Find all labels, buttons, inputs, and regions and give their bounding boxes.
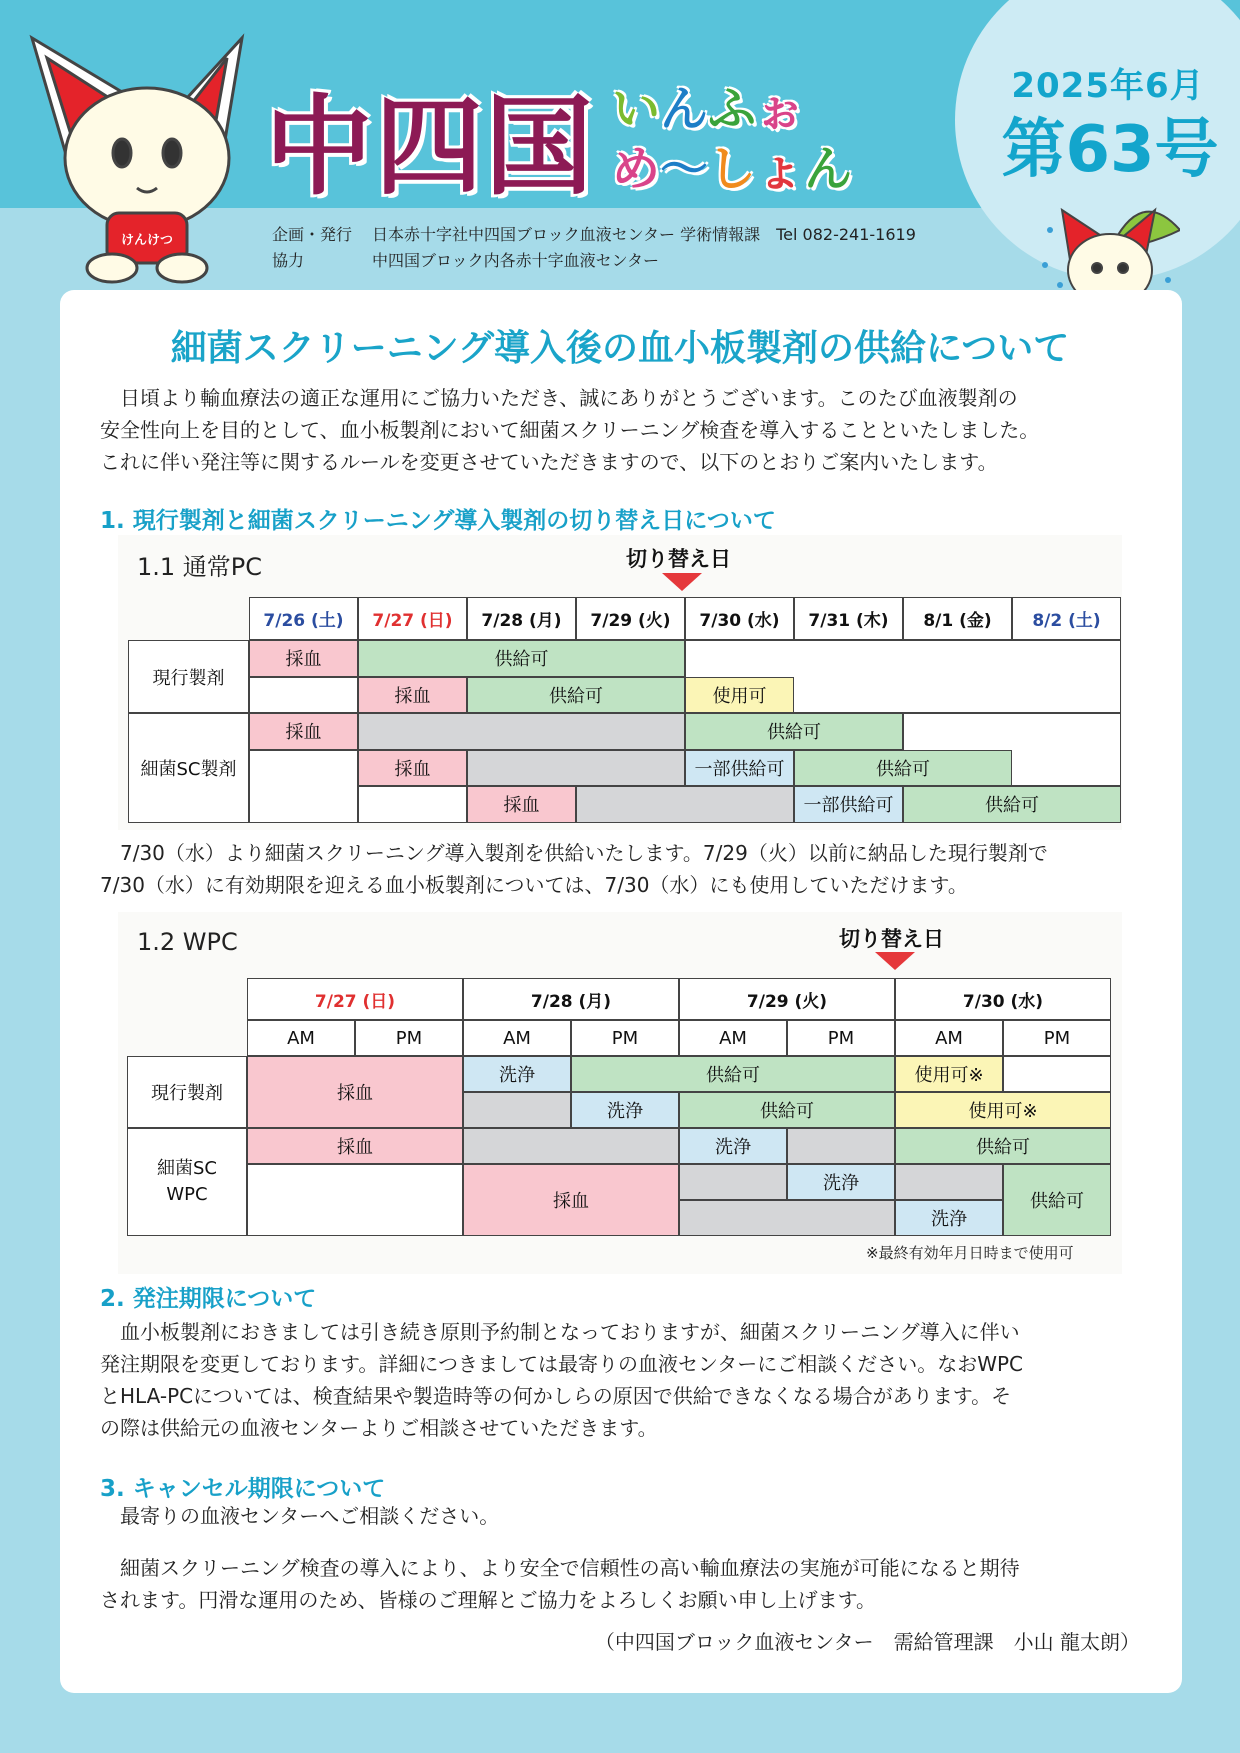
section2-heading: 2. 発注期限について — [100, 1286, 317, 1312]
collect-cell: 採血 — [249, 713, 358, 750]
section2-line: の際は供給元の血液センターよりご相談させていただきます。 — [100, 1416, 658, 1440]
collect-cell: 採血 — [467, 786, 576, 823]
empty-cell — [1003, 1056, 1111, 1092]
cooperation-line — [272, 248, 659, 271]
use-cell: 使用可※ — [895, 1056, 1003, 1092]
blocked-cell — [463, 1092, 571, 1128]
wpc-chart-title: 1.2 WPC — [137, 928, 238, 956]
am-header: AM — [463, 1020, 571, 1056]
mascot-shirt-text: けんけつ — [120, 233, 174, 248]
row-label-line: 細菌SC — [157, 1158, 217, 1179]
date-header: 7/28 (月) — [467, 597, 576, 640]
logo-char: ょ — [756, 141, 805, 197]
supply-cell: 供給可 — [903, 786, 1121, 823]
section2-paragraph — [100, 1316, 1140, 1444]
logo-char: ふ — [708, 81, 757, 137]
supply-cell: 供給可 — [467, 677, 685, 714]
date-header: 8/1 (金) — [903, 597, 1012, 640]
blocked-cell — [467, 750, 685, 787]
pm-header: PM — [787, 1020, 895, 1056]
intro-line: これに伴い発注等に関するルールを変更させていただきますので、以下のとおりご案内いたします。 — [100, 450, 998, 474]
supply-cell: 供給可 — [895, 1128, 1111, 1164]
logo-subtitle-line2 — [612, 130, 852, 199]
am-header: AM — [679, 1020, 787, 1056]
empty-cell — [358, 786, 467, 823]
collect-cell: 採血 — [247, 1128, 463, 1164]
logo-char: ん — [660, 81, 709, 137]
date-header: 7/27 (日) — [358, 597, 467, 640]
publisher-label: 企画・発行 — [272, 225, 353, 244]
row-label-sc: 細菌SC製剤 — [128, 713, 249, 823]
cooperation-value: 中四国ブロック内各赤十字血液センター — [372, 251, 660, 270]
supply-cell: 供給可 — [1003, 1164, 1111, 1236]
row-label-current: 現行製剤 — [128, 640, 249, 713]
blocked-cell — [679, 1200, 895, 1236]
closing-line: されます。円滑な運用のため、皆様のご理解とご協力をよろしくお願い申し上げます。 — [100, 1588, 876, 1612]
logo-char: ん — [804, 141, 853, 197]
logo-char: め — [612, 141, 661, 197]
blocked-cell — [679, 1164, 787, 1200]
row-label-sc-wpc — [127, 1128, 247, 1236]
section3-paragraph: 最寄りの血液センターへご相談ください。 — [100, 1504, 500, 1528]
partial-supply-cell: 一部供給可 — [794, 786, 903, 823]
empty-cell — [249, 677, 358, 714]
blocked-cell — [576, 786, 794, 823]
supply-cell: 供給可 — [794, 750, 1012, 787]
supply-cell: 供給可 — [685, 713, 903, 750]
row-label-current: 現行製剤 — [127, 1056, 247, 1128]
date-header: 7/29 (火) — [679, 978, 895, 1020]
wash-cell: 洗浄 — [571, 1092, 679, 1128]
wash-cell: 洗浄 — [463, 1056, 571, 1092]
logo-char: し — [708, 141, 757, 197]
pm-header: PM — [1003, 1020, 1111, 1056]
date-header: 7/31 (木) — [794, 597, 903, 640]
date-header: 7/30 (水) — [895, 978, 1111, 1020]
empty-cell — [247, 1164, 463, 1236]
wpc-footnote: ※最終有効年月日時まで使用可 — [866, 1244, 1074, 1262]
section1-heading: 1. 現行製剤と細菌スクリーニング導入製剤の切り替え日について — [100, 508, 776, 534]
row-label-line: WPC — [166, 1184, 208, 1205]
collect-cell: 採血 — [358, 750, 467, 787]
pc-note-line: 7/30（水）より細菌スクリーニング導入製剤を供給いたします。7/29（火）以前に納品した現行製剤で — [100, 841, 1048, 865]
date-header: 7/28 (月) — [463, 978, 679, 1020]
pc-note-paragraph — [100, 837, 1140, 901]
section2-line: とHLA-PCについては、検査結果や製造時等の何かしらの原因で供給できなくなる場合があります。そ — [100, 1384, 1012, 1408]
wash-cell: 洗浄 — [679, 1128, 787, 1164]
collect-cell: 採血 — [247, 1056, 463, 1128]
section2-line: 血小板製剤におきましては引き続き原則予約制となっておりますが、細菌スクリーニング導入に伴い — [100, 1320, 1020, 1344]
intro-line: 安全性向上を目的として、血小板製剤において細菌スクリーニング検査を導入することといたしました。 — [100, 418, 1040, 442]
pc-note-line: 7/30（水）に有効期限を迎える血小板製剤については、7/30（水）にも使用していただけます。 — [100, 873, 968, 897]
collect-cell: 採血 — [358, 677, 467, 714]
blocked-cell — [463, 1128, 679, 1164]
supply-cell: 供給可 — [571, 1056, 895, 1092]
date-header: 7/30 (水) — [685, 597, 794, 640]
supply-cell: 供給可 — [679, 1092, 895, 1128]
logo-char: 〜 — [660, 141, 709, 197]
collect-cell: 採血 — [463, 1164, 679, 1236]
issue-date: 2025年6月 — [1011, 66, 1205, 106]
date-header: 8/2 (土) — [1012, 597, 1121, 640]
logo-char: い — [612, 81, 661, 137]
partial-supply-cell: 一部供給可 — [685, 750, 794, 787]
use-cell: 使用可※ — [895, 1092, 1111, 1128]
issue-number: 第63号 — [1001, 113, 1219, 187]
closing-line: 細菌スクリーニング検査の導入により、より安全で信頼性の高い輸血療法の実施が可能になると期待 — [100, 1556, 1020, 1580]
mascot-illustration — [22, 28, 247, 290]
section2-line: 発注期限を変更しております。詳細につきましては最寄りの血液センターにご相談ください。なおWPC — [100, 1352, 1023, 1376]
wpc-switch-label: 切り替え日 — [839, 927, 944, 951]
logo-subtitle-line1 — [612, 70, 804, 139]
pc-chart-title: 1.1 通常PC — [137, 553, 263, 581]
intro-line: 日頃より輸血療法の適正な運用にご協力いただき、誠にありがとうございます。このたび血液製剤の — [100, 386, 1018, 410]
pc-switch-arrow-icon — [662, 573, 702, 591]
am-header: AM — [895, 1020, 1003, 1056]
article-title: 細菌スクリーニング導入後の血小板製剤の供給について — [170, 328, 1070, 369]
logo-title: 中四国 — [265, 85, 596, 210]
empty-cell — [249, 750, 358, 823]
blocked-cell — [787, 1128, 895, 1164]
use-cell: 使用可 — [685, 677, 794, 714]
publisher-value: 日本赤十字社中四国ブロック血液センター 学術情報課 Tel 082-241-1619 — [372, 225, 916, 244]
closing-paragraph — [100, 1552, 1140, 1616]
wash-cell: 洗浄 — [787, 1164, 895, 1200]
supply-cell: 供給可 — [358, 640, 685, 677]
section3-heading: 3. キャンセル期限について — [100, 1476, 386, 1502]
wash-cell: 洗浄 — [895, 1200, 1003, 1236]
pc-switch-label: 切り替え日 — [626, 547, 731, 571]
logo-char: ぉ — [756, 81, 805, 137]
date-header: 7/27 (日) — [247, 978, 463, 1020]
publisher-line — [272, 222, 916, 245]
date-header: 7/29 (火) — [576, 597, 685, 640]
cooperation-label: 協力 — [272, 251, 305, 270]
blocked-cell — [358, 713, 685, 750]
am-header: AM — [247, 1020, 355, 1056]
intro-paragraph — [100, 382, 1140, 478]
wpc-switch-arrow-icon — [875, 952, 915, 970]
pm-header: PM — [571, 1020, 679, 1056]
pm-header: PM — [355, 1020, 463, 1056]
collect-cell: 採血 — [249, 640, 358, 677]
date-header: 7/26 (土) — [249, 597, 358, 640]
blocked-cell — [895, 1164, 1003, 1200]
author-credit: （中四国ブロック血液センター 需給管理課 小山 龍太朗） — [594, 1630, 1140, 1654]
